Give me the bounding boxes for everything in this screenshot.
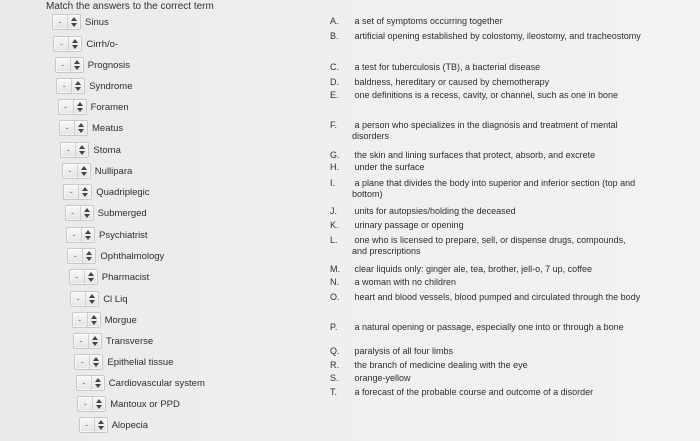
up-down-arrows-icon xyxy=(67,15,80,29)
up-down-arrows-icon xyxy=(80,206,93,220)
term-label: Ophthalmology xyxy=(100,250,165,262)
answer-letter: C. xyxy=(330,62,339,72)
page-title: Match the answers to the correct term xyxy=(46,1,214,12)
answer-select[interactable] xyxy=(65,205,94,221)
answer-item xyxy=(330,277,642,288)
select-value: - xyxy=(59,39,63,49)
up-down-arrows-icon xyxy=(70,58,83,72)
term-row xyxy=(70,291,127,307)
answer-letter: I. xyxy=(330,178,336,188)
up-down-arrows-icon xyxy=(87,313,100,327)
select-value: - xyxy=(64,102,68,112)
answer-letter: R. xyxy=(330,360,339,370)
answer-text: the branch of medicine dealing with the eye xyxy=(352,360,528,370)
answer-text: one who is licensed to prepare, sell, or dispense drugs, compounds, and prescriptions xyxy=(352,235,626,256)
answer-text: a natural opening or passage, especially one into or through a bone xyxy=(352,322,624,332)
term-label: Quadriplegic xyxy=(96,186,150,198)
term-row xyxy=(79,417,148,433)
answer-select[interactable] xyxy=(58,99,87,115)
answer-letter: D. xyxy=(330,77,339,87)
select-value: - xyxy=(82,378,86,388)
term-row xyxy=(73,333,153,349)
up-down-arrows-icon xyxy=(73,100,86,114)
select-value: - xyxy=(76,294,80,304)
up-down-arrows-icon xyxy=(92,397,105,411)
answer-select[interactable] xyxy=(66,227,95,243)
term-label: Alopecia xyxy=(111,419,149,431)
answer-item xyxy=(330,346,642,357)
answer-select[interactable] xyxy=(55,57,84,73)
answer-text: clear liquids only: ginger ale, tea, brother, jell-o, 7 up, coffee xyxy=(352,264,592,274)
answer-select[interactable] xyxy=(73,333,102,349)
term-row xyxy=(67,248,164,264)
answer-item xyxy=(330,77,642,88)
answer-item xyxy=(330,360,642,371)
select-value: - xyxy=(65,123,69,133)
term-row xyxy=(53,36,118,52)
term-label: Epithelial tissue xyxy=(107,356,174,368)
answer-letter: P. xyxy=(330,322,338,332)
select-value: - xyxy=(58,17,62,27)
up-down-arrows-icon xyxy=(77,164,90,178)
term-label: Foramen xyxy=(90,101,129,113)
up-down-arrows-icon xyxy=(85,292,98,306)
answer-text: a plane that divides the body into superior and inferior section (top and bottom) xyxy=(352,178,636,199)
answer-item xyxy=(330,220,642,231)
answer-letter: L. xyxy=(330,235,338,245)
answer-select[interactable] xyxy=(72,312,101,328)
answer-letter: M. xyxy=(330,264,340,274)
term-label: Stoma xyxy=(93,144,121,156)
answer-text: units for autopsies/holding the deceased xyxy=(352,206,516,216)
answer-select[interactable] xyxy=(56,78,85,94)
answer-letter: N. xyxy=(330,277,339,287)
term-row xyxy=(63,184,149,200)
answer-letter: O. xyxy=(330,292,340,302)
select-value: - xyxy=(61,60,65,70)
term-row xyxy=(69,269,150,285)
answer-select[interactable] xyxy=(60,142,89,158)
select-value: - xyxy=(79,336,83,346)
select-value: - xyxy=(73,251,77,261)
select-value: - xyxy=(68,166,72,176)
term-label: Cl Liq xyxy=(103,293,128,305)
answer-letter: B. xyxy=(330,31,339,41)
up-down-arrows-icon xyxy=(71,79,84,93)
term-row xyxy=(55,57,130,73)
term-row xyxy=(52,14,109,30)
answer-select[interactable] xyxy=(74,354,103,370)
answer-item xyxy=(330,150,642,161)
answer-letter: Q. xyxy=(330,346,340,356)
answer-select[interactable] xyxy=(67,248,96,264)
answer-select[interactable] xyxy=(79,417,108,433)
select-value: - xyxy=(69,187,73,197)
term-label: Morgue xyxy=(104,314,137,326)
answer-text: a woman with no children xyxy=(352,277,457,287)
term-row xyxy=(65,205,147,221)
up-down-arrows-icon xyxy=(74,121,87,135)
answer-item xyxy=(330,62,642,73)
answer-item xyxy=(330,120,642,141)
answer-select[interactable] xyxy=(70,291,99,307)
select-value: - xyxy=(72,230,76,240)
answer-letter: A. xyxy=(330,16,339,26)
answer-letter: E. xyxy=(330,90,339,100)
select-value: - xyxy=(80,357,84,367)
up-down-arrows-icon xyxy=(84,270,97,284)
term-row xyxy=(72,312,137,328)
term-label: Nullipara xyxy=(94,165,133,177)
term-label: Meatus xyxy=(92,122,124,134)
up-down-arrows-icon xyxy=(68,37,81,51)
answer-item xyxy=(330,206,642,217)
answer-text: a forecast of the probable course and outcome of a disorder xyxy=(352,387,594,397)
up-down-arrows-icon xyxy=(91,376,104,390)
answer-text: baldness, hereditary or caused by chemotherapy xyxy=(352,77,550,87)
select-value: - xyxy=(83,399,87,409)
select-value: - xyxy=(71,208,75,218)
answer-select[interactable] xyxy=(59,120,88,136)
term-label: Mantoux or PPD xyxy=(110,398,180,410)
up-down-arrows-icon xyxy=(81,228,94,242)
answer-text: a test for tuberculosis (TB), a bacterial disease xyxy=(352,62,541,72)
answer-item xyxy=(330,16,642,27)
up-down-arrows-icon xyxy=(75,143,88,157)
term-label: Transverse xyxy=(106,335,154,347)
up-down-arrows-icon xyxy=(89,355,102,369)
answer-item xyxy=(330,235,642,256)
answer-select[interactable] xyxy=(77,396,106,412)
answer-letter: H. xyxy=(330,162,339,172)
answer-text: orange-yellow xyxy=(352,373,411,383)
term-row xyxy=(62,163,133,179)
term-label: Cardiovascular system xyxy=(108,377,205,389)
answer-item xyxy=(330,322,642,333)
term-row xyxy=(76,375,205,391)
term-label: Prognosis xyxy=(87,59,131,71)
term-label: Syndrome xyxy=(89,80,133,92)
term-row xyxy=(60,142,120,158)
answer-text: paralysis of all four limbs xyxy=(352,346,454,356)
answer-item xyxy=(330,31,642,42)
select-value: - xyxy=(75,272,79,282)
answer-select[interactable] xyxy=(76,375,105,391)
term-label: Cirrh/o- xyxy=(86,38,119,50)
answer-letter: G. xyxy=(330,150,340,160)
select-value: - xyxy=(62,81,66,91)
term-label: Sinus xyxy=(85,16,109,28)
up-down-arrows-icon xyxy=(94,418,107,432)
answer-text: one definitions is a recess, cavity, or channel, such as one in bone xyxy=(352,90,618,100)
term-row xyxy=(66,227,148,243)
answer-text: urinary passage or opening xyxy=(352,220,464,230)
answer-text: a set of symptoms occurring together xyxy=(352,16,503,26)
answer-item xyxy=(330,264,642,275)
term-row xyxy=(74,354,173,370)
up-down-arrows-icon xyxy=(88,334,101,348)
up-down-arrows-icon xyxy=(82,249,95,263)
term-row xyxy=(59,120,123,136)
answer-letter: F. xyxy=(330,120,338,130)
answer-select[interactable] xyxy=(53,36,82,52)
term-label: Pharmacist xyxy=(101,271,150,283)
term-label: Psychiatrist xyxy=(99,229,148,241)
answer-item xyxy=(330,162,642,173)
term-row xyxy=(58,99,129,115)
answer-letter: K. xyxy=(330,220,339,230)
select-value: - xyxy=(78,315,82,325)
answer-text: artificial opening established by colostomy, ileostomy, and tracheostomy xyxy=(352,31,641,41)
answer-text: a person who specializes in the diagnosis and treatment of mental disorders xyxy=(352,120,618,141)
answer-select[interactable] xyxy=(52,14,81,30)
answer-letter: T. xyxy=(330,387,338,397)
select-value: - xyxy=(66,145,70,155)
answer-select[interactable] xyxy=(69,269,98,285)
answer-text: the skin and lining surfaces that protect, absorb, and excrete xyxy=(352,150,596,160)
answer-text: under the surface xyxy=(352,162,425,172)
term-row xyxy=(56,78,132,94)
answer-item xyxy=(330,373,642,384)
answer-item xyxy=(330,387,642,398)
answer-letter: S. xyxy=(330,373,339,383)
term-row xyxy=(77,396,180,412)
select-value: - xyxy=(85,420,89,430)
term-label: Submerged xyxy=(97,207,147,219)
answer-text: heart and blood vessels, blood pumped and circulated through the body xyxy=(352,292,641,302)
answer-item xyxy=(330,178,642,199)
answer-item xyxy=(330,90,642,101)
answer-select[interactable] xyxy=(62,163,91,179)
answer-letter: J. xyxy=(330,206,338,216)
answer-item xyxy=(330,292,642,303)
up-down-arrows-icon xyxy=(78,185,91,199)
answer-select[interactable] xyxy=(63,184,92,200)
